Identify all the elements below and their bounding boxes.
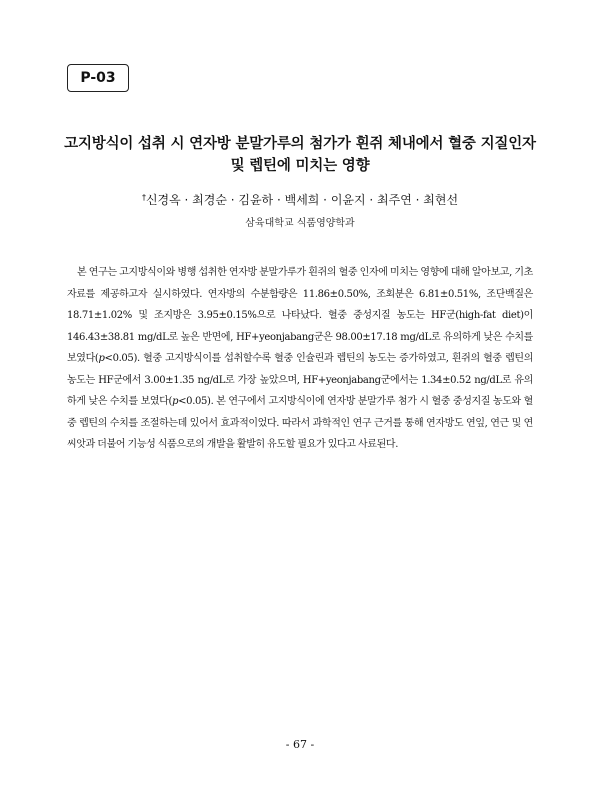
author-list — [60, 191, 540, 209]
author-names: 신경옥 · 최경순 · 김윤하 · 백세희 · 이윤지 · 최주연 · 최현선 — [145, 193, 459, 207]
abstract-part-1: 본 연구는 고지방식이와 병행 섭취한 연자방 분말가루가 흰쥐의 혈중 인자에 미치는 영향에 대해 알아보고, 기초자료를 제공하고자 실시하였다. 연자방의 수분함량은 11.86±0.50%, 조회분은 6.81±0.51%, 조단백질은 18.71±1.02% 및 조지방은 3.95±0.15%으로 나타났다. 혈중 중성지질 농도는 HF군(high-fat diet)이 146.43±38.81 mg/dL로 높은 반면에, HF+yeonjabang군은 98.00±17.18 mg/dL로 유의하게 낮은 수치를 보였다( — [67, 267, 533, 364]
abstract-body — [67, 262, 533, 456]
paper-title-line-2: 및 렙틴에 미치는 영향 — [230, 158, 370, 174]
page-number: - 67 - — [285, 738, 315, 751]
abstract-part-3: <0.05). 본 연구에서 고지방식이에 연자방 분말가루 첨가 시 혈중 중성지질 농도와 혈중 렙틴의 수치를 조절하는데 있어서 효과적이었다. 따라서 과학적인 연구 근거를 통해 연자방도 연잎, 연근 및 연 씨앗과 더불어 기능성 식품으로의 개발을 활발히 유도할 필요가 있다고 사료된다. — [67, 396, 533, 450]
paper-title — [60, 133, 540, 177]
affiliation: 삼육대학교 식품영양학과 — [245, 218, 355, 229]
p-value-symbol-2: p — [172, 396, 179, 407]
corresponding-author-mark: † — [141, 193, 146, 202]
abstract-part-2: <0.05). 혈중 고지방식이를 섭취할수록 혈중 인슐린과 렙틴의 농도는 증가하였고, 흰쥐의 혈중 렙틴의 농도는 HF군에서 3.00±1.35 ng/dL로 가장 높았으며, HF+yeonjabang군에서는 1.34±0.52 ng/dL로 유의하게 낮은 수치를 보였다( — [67, 353, 533, 407]
p-value-symbol-1: p — [98, 353, 105, 364]
poster-id-badge: P-03 — [67, 64, 129, 92]
paper-title-line-1: 고지방식이 섭취 시 연자방 분말가루의 첨가가 흰쥐 체내에서 혈중 지질인자 — [64, 136, 536, 152]
